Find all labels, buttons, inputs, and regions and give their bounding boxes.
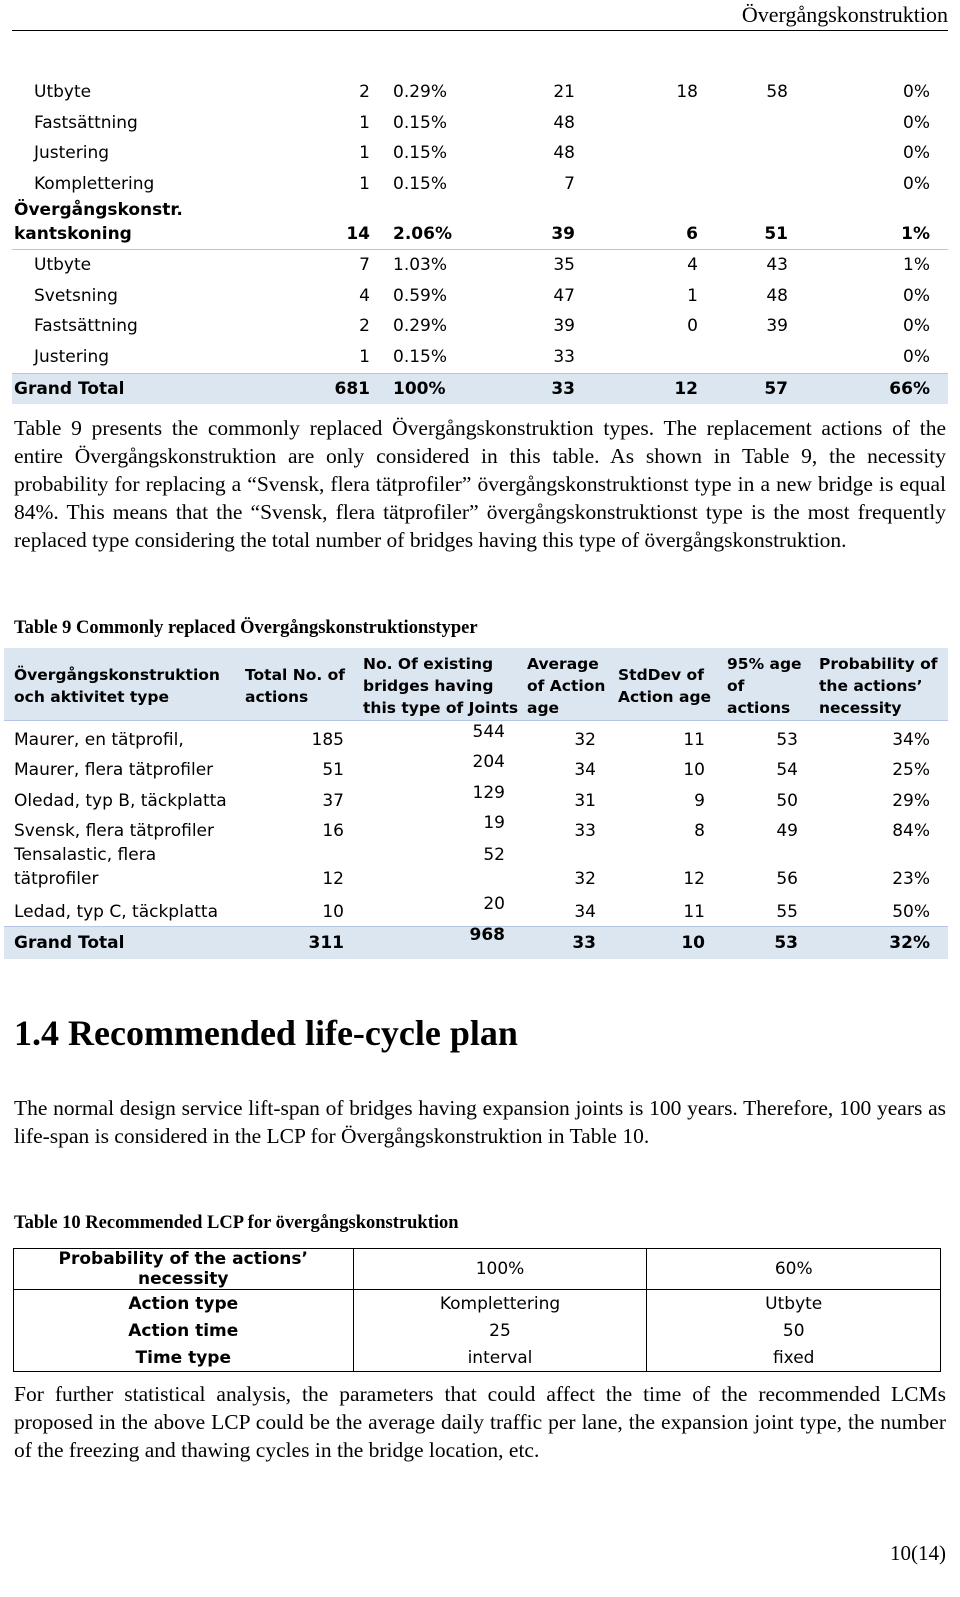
table-row — [14, 1317, 941, 1344]
cell-std: 10 — [683, 760, 705, 780]
cell-name: Justering — [34, 347, 110, 367]
table-row — [12, 316, 948, 346]
cell-bridges: 19 — [483, 813, 505, 833]
header-average: Average of Action age — [527, 655, 606, 717]
table-row — [4, 843, 948, 895]
cell-avg: 33 — [574, 821, 596, 841]
cell-value-1: Komplettering — [353, 1290, 647, 1318]
cell-name: Ledad, typ C, täckplatta — [14, 902, 218, 922]
cell-count: 1 — [359, 143, 370, 163]
cell-value-1: interval — [353, 1344, 647, 1372]
cell-prob: 0% — [903, 82, 930, 102]
cell-bridges: 544 — [472, 722, 505, 742]
cell-name-line2: kantskoning — [14, 224, 132, 244]
cell-bridges: 20 — [483, 894, 505, 914]
table-row — [12, 82, 948, 112]
cell-p95: 57 — [764, 379, 788, 399]
cell-value-1: 100% — [353, 1249, 647, 1290]
cell-bridges: 52 — [483, 845, 505, 865]
cell-avg: 47 — [553, 286, 575, 306]
header-type: Övergångskonstruktion och aktivitet type — [14, 666, 220, 706]
cell-prob: 1% — [903, 255, 930, 275]
cell-name-line1: Övergångskonstr. — [14, 200, 183, 220]
cell-percent: 0.15% — [393, 174, 448, 194]
body-paragraph-2: The normal design service lift-span of bridges having expansion joints is 100 years. Therefore, 100 years as life-span is considered in the LCP for Övergångskonstruktion in Table 10. — [14, 1096, 946, 1148]
cell-avg: 34 — [574, 760, 596, 780]
cell-count: 681 — [334, 379, 370, 399]
grand-total-row — [4, 926, 948, 959]
table-row — [4, 894, 948, 928]
table-row — [4, 752, 948, 786]
cell-total: 37 — [322, 791, 344, 811]
cell-count: 4 — [359, 286, 370, 306]
row-label: Action time — [14, 1317, 354, 1344]
header-probability: Probability of the actions’ necessity — [819, 655, 938, 717]
row-label: Action type — [14, 1290, 354, 1318]
cell-p95: 53 — [774, 933, 798, 953]
cell-total: 185 — [311, 730, 344, 750]
table-row — [12, 286, 948, 316]
cell-prob: 23% — [892, 869, 930, 889]
cell-name: Grand Total — [14, 933, 125, 953]
cell-prob: 29% — [892, 791, 930, 811]
cell-p95: 55 — [776, 902, 798, 922]
cell-avg: 35 — [553, 255, 575, 275]
cell-avg: 32 — [574, 869, 596, 889]
header-bridges: No. Of existing bridges having this type of Joints — [363, 655, 519, 717]
cell-std: 12 — [674, 379, 698, 399]
cell-std: 9 — [694, 791, 705, 811]
cell-prob: 84% — [892, 821, 930, 841]
cell-name-line1: Tensalastic, flera — [14, 845, 157, 865]
cell-avg: 39 — [553, 316, 575, 336]
cell-avg: 48 — [553, 113, 575, 133]
cell-name: Oledad, typ B, täckplatta — [14, 791, 227, 811]
cell-percent: 100% — [393, 379, 446, 399]
cell-percent: 0.29% — [393, 82, 448, 102]
grand-total-row — [12, 373, 948, 404]
cell-percent: 0.15% — [393, 113, 448, 133]
cell-percent: 2.06% — [393, 224, 452, 244]
table-10 — [13, 1248, 941, 1372]
cell-percent: 0.15% — [393, 143, 448, 163]
cell-bridges: 968 — [469, 925, 505, 945]
cell-std: 11 — [683, 902, 705, 922]
header-rule — [12, 30, 948, 31]
cell-total: 10 — [322, 902, 344, 922]
cell-p95: 39 — [766, 316, 788, 336]
cell-prob: 25% — [892, 760, 930, 780]
table-row — [4, 783, 948, 817]
cell-count: 7 — [359, 255, 370, 275]
cell-name: Komplettering — [34, 174, 155, 194]
cell-std: 6 — [686, 224, 698, 244]
cell-prob: 0% — [903, 143, 930, 163]
cell-prob: 0% — [903, 113, 930, 133]
cell-std: 4 — [687, 255, 698, 275]
cell-avg: 33 — [551, 379, 575, 399]
cell-bridges: 204 — [472, 752, 505, 772]
cell-name: Svensk, flera tätprofiler — [14, 821, 215, 841]
cell-percent: 1.03% — [393, 255, 448, 275]
cell-std: 11 — [683, 730, 705, 750]
cell-prob: 1% — [901, 224, 930, 244]
cell-std: 12 — [683, 869, 705, 889]
cell-avg: 39 — [551, 224, 575, 244]
cell-p95: 53 — [776, 730, 798, 750]
cell-avg: 33 — [553, 347, 575, 367]
page-number: 10(14) — [890, 1541, 946, 1565]
cell-count: 1 — [359, 174, 370, 194]
cell-name-line2: tätprofiler — [14, 869, 99, 889]
cell-name: Utbyte — [34, 82, 92, 102]
cell-count: 2 — [359, 82, 370, 102]
cell-count: 2 — [359, 316, 370, 336]
section-heading: 1.4 Recommended life-cycle plan — [14, 1013, 518, 1053]
cell-name: Justering — [34, 143, 110, 163]
cell-prob: 0% — [903, 286, 930, 306]
cell-std: 18 — [676, 82, 698, 102]
header-p95: 95% age of actions — [727, 655, 802, 717]
table-header — [4, 648, 948, 721]
row-label: Time type — [14, 1344, 354, 1372]
cell-total: 311 — [308, 933, 344, 953]
cell-avg: 48 — [553, 143, 575, 163]
cell-p95: 54 — [776, 760, 798, 780]
cell-avg: 21 — [553, 82, 575, 102]
cell-prob: 34% — [892, 730, 930, 750]
cell-std: 10 — [681, 933, 705, 953]
table-row-group — [12, 198, 948, 250]
table-row — [14, 1290, 941, 1318]
cell-name: Utbyte — [34, 255, 92, 275]
cell-prob: 0% — [903, 174, 930, 194]
cell-std: 1 — [687, 286, 698, 306]
table-row — [12, 143, 948, 173]
cell-prob: 50% — [892, 902, 930, 922]
cell-name: Maurer, flera tätprofiler — [14, 760, 214, 780]
running-header: Övergångskonstruktion — [741, 2, 948, 27]
cell-avg: 32 — [574, 730, 596, 750]
cell-total: 12 — [322, 869, 344, 889]
table-row — [14, 1344, 941, 1372]
cell-value-2: 60% — [647, 1249, 941, 1290]
cell-bridges: 129 — [472, 783, 505, 803]
cell-name: Maurer, en tätprofil, — [14, 730, 184, 750]
cell-prob: 0% — [903, 316, 930, 336]
cell-name: Fastsättning — [34, 113, 138, 133]
cell-count: 14 — [346, 224, 370, 244]
cell-prob: 66% — [889, 379, 930, 399]
cell-percent: 0.29% — [393, 316, 448, 336]
cell-p95: 48 — [766, 286, 788, 306]
cell-p95: 49 — [776, 821, 798, 841]
body-paragraph-3: For further statistical analysis, the parameters that could affect the time of the recommended LCMs proposed in the above LCP could be the average daily traffic per lane, the expansion joint type, the number of the freezing and thawing cycles in the bridge location, etc. — [14, 1382, 946, 1462]
cell-p95: 50 — [776, 791, 798, 811]
row-separator — [12, 249, 948, 250]
cell-p95: 58 — [766, 82, 788, 102]
cell-p95: 43 — [766, 255, 788, 275]
cell-value-2: 50 — [647, 1317, 941, 1344]
cell-value-2: Utbyte — [647, 1290, 941, 1318]
cell-name: Grand Total — [14, 379, 125, 399]
header-stddev: StdDev of Action age — [618, 666, 712, 706]
cell-prob: 0% — [903, 347, 930, 367]
cell-total: 51 — [322, 760, 344, 780]
cell-value-2: fixed — [647, 1344, 941, 1372]
table-row — [14, 1249, 941, 1290]
table-row — [12, 113, 948, 143]
cell-avg: 34 — [574, 902, 596, 922]
cell-prob: 32% — [889, 933, 930, 953]
cell-name: Fastsättning — [34, 316, 138, 336]
row-label: Probability of the actions’ necessity — [14, 1249, 354, 1290]
cell-value-1: 25 — [353, 1317, 647, 1344]
body-paragraph-1: Table 9 presents the commonly replaced Övergångskonstruktion types. The replacement actions of the entire Övergångskonstruktion are only considered in this table. As shown in Table 9, the necessity probability for replacing a “Svensk, flera tätprofiler” övergångskonstruktionst type in a new bridge is equal 84%. This means that the “Svensk, flera tätprofiler” övergångskonstruktionst type is the most frequently replaced type considering the total number of bridges having this type of övergångskonstruktion. — [14, 416, 946, 552]
cell-avg: 7 — [564, 174, 575, 194]
cell-avg: 31 — [574, 791, 596, 811]
cell-p95: 56 — [776, 869, 798, 889]
cell-p95: 51 — [764, 224, 788, 244]
table-row — [12, 255, 948, 285]
header-total: Total No. of actions — [245, 666, 346, 706]
cell-count: 1 — [359, 113, 370, 133]
cell-std: 8 — [694, 821, 705, 841]
cell-name: Svetsning — [34, 286, 118, 306]
cell-count: 1 — [359, 347, 370, 367]
cell-percent: 0.15% — [393, 347, 448, 367]
table-9-caption: Table 9 Commonly replaced Övergångskonstruktionstyper — [14, 618, 478, 638]
cell-percent: 0.59% — [393, 286, 448, 306]
cell-avg: 33 — [572, 933, 596, 953]
cell-std: 0 — [687, 316, 698, 336]
table-10-caption: Table 10 Recommended LCP for övergångskonstruktion — [14, 1213, 459, 1233]
cell-total: 16 — [322, 821, 344, 841]
